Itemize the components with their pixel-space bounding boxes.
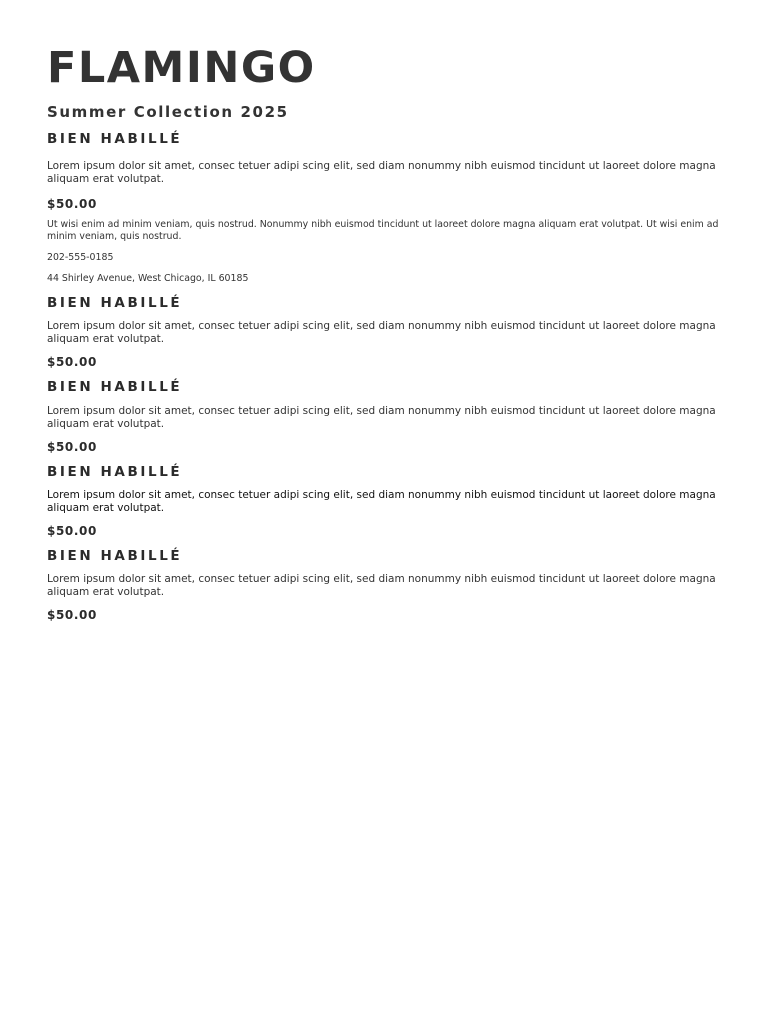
item-price: $50.00 bbox=[47, 608, 97, 622]
item-description: Lorem ipsum dolor sit amet, consec tetuer adipi scing elit, sed diam nonummy nibh euismod tincidunt ut laoreet dolore magna aliquam erat volutpat. bbox=[47, 160, 716, 185]
item-title: BIEN HABILLÉ bbox=[47, 548, 183, 564]
item-title: BIEN HABILLÉ bbox=[47, 295, 183, 311]
item-price: $50.00 bbox=[47, 355, 97, 369]
item-price: $50.00 bbox=[47, 440, 97, 454]
intro-paragraph: Ut wisi enim ad minim veniam, quis nostrud. Nonummy nibh euismod tincidunt ut laoreet dolore magna aliquam erat volutpat. Ut wisi enim ad minim veniam, quis nostrud. bbox=[47, 219, 719, 242]
item-title: BIEN HABILLÉ bbox=[47, 379, 183, 395]
item-price: $50.00 bbox=[47, 197, 97, 211]
item-description: Lorem ipsum dolor sit amet, consec tetuer adipi scing elit, sed diam nonummy nibh euismod tincidunt ut laoreet dolore magna aliquam erat volutpat. bbox=[47, 405, 716, 430]
address: 44 Shirley Avenue, West Chicago, IL 60185 bbox=[47, 273, 249, 284]
item-description: Lorem ipsum dolor sit amet, consec tetuer adipi scing elit, sed diam nonummy nibh euismod tincidunt ut laoreet dolore magna aliquam erat volutpat. bbox=[47, 489, 716, 514]
item-description: Lorem ipsum dolor sit amet, consec tetuer adipi scing elit, sed diam nonummy nibh euismod tincidunt ut laoreet dolore magna aliquam erat volutpat. bbox=[47, 573, 716, 598]
collection-subtitle: Summer Collection 2025 bbox=[47, 103, 289, 121]
brand-title: FLAMINGO bbox=[47, 43, 316, 93]
item-description: Lorem ipsum dolor sit amet, consec tetuer adipi scing elit, sed diam nonummy nibh euismod tincidunt ut laoreet dolore magna aliquam erat volutpat. bbox=[47, 320, 716, 345]
item-price: $50.00 bbox=[47, 524, 97, 538]
phone-number: 202-555-0185 bbox=[47, 252, 114, 263]
item-title: BIEN HABILLÉ bbox=[47, 464, 183, 480]
item-title: BIEN HABILLÉ bbox=[47, 131, 183, 147]
